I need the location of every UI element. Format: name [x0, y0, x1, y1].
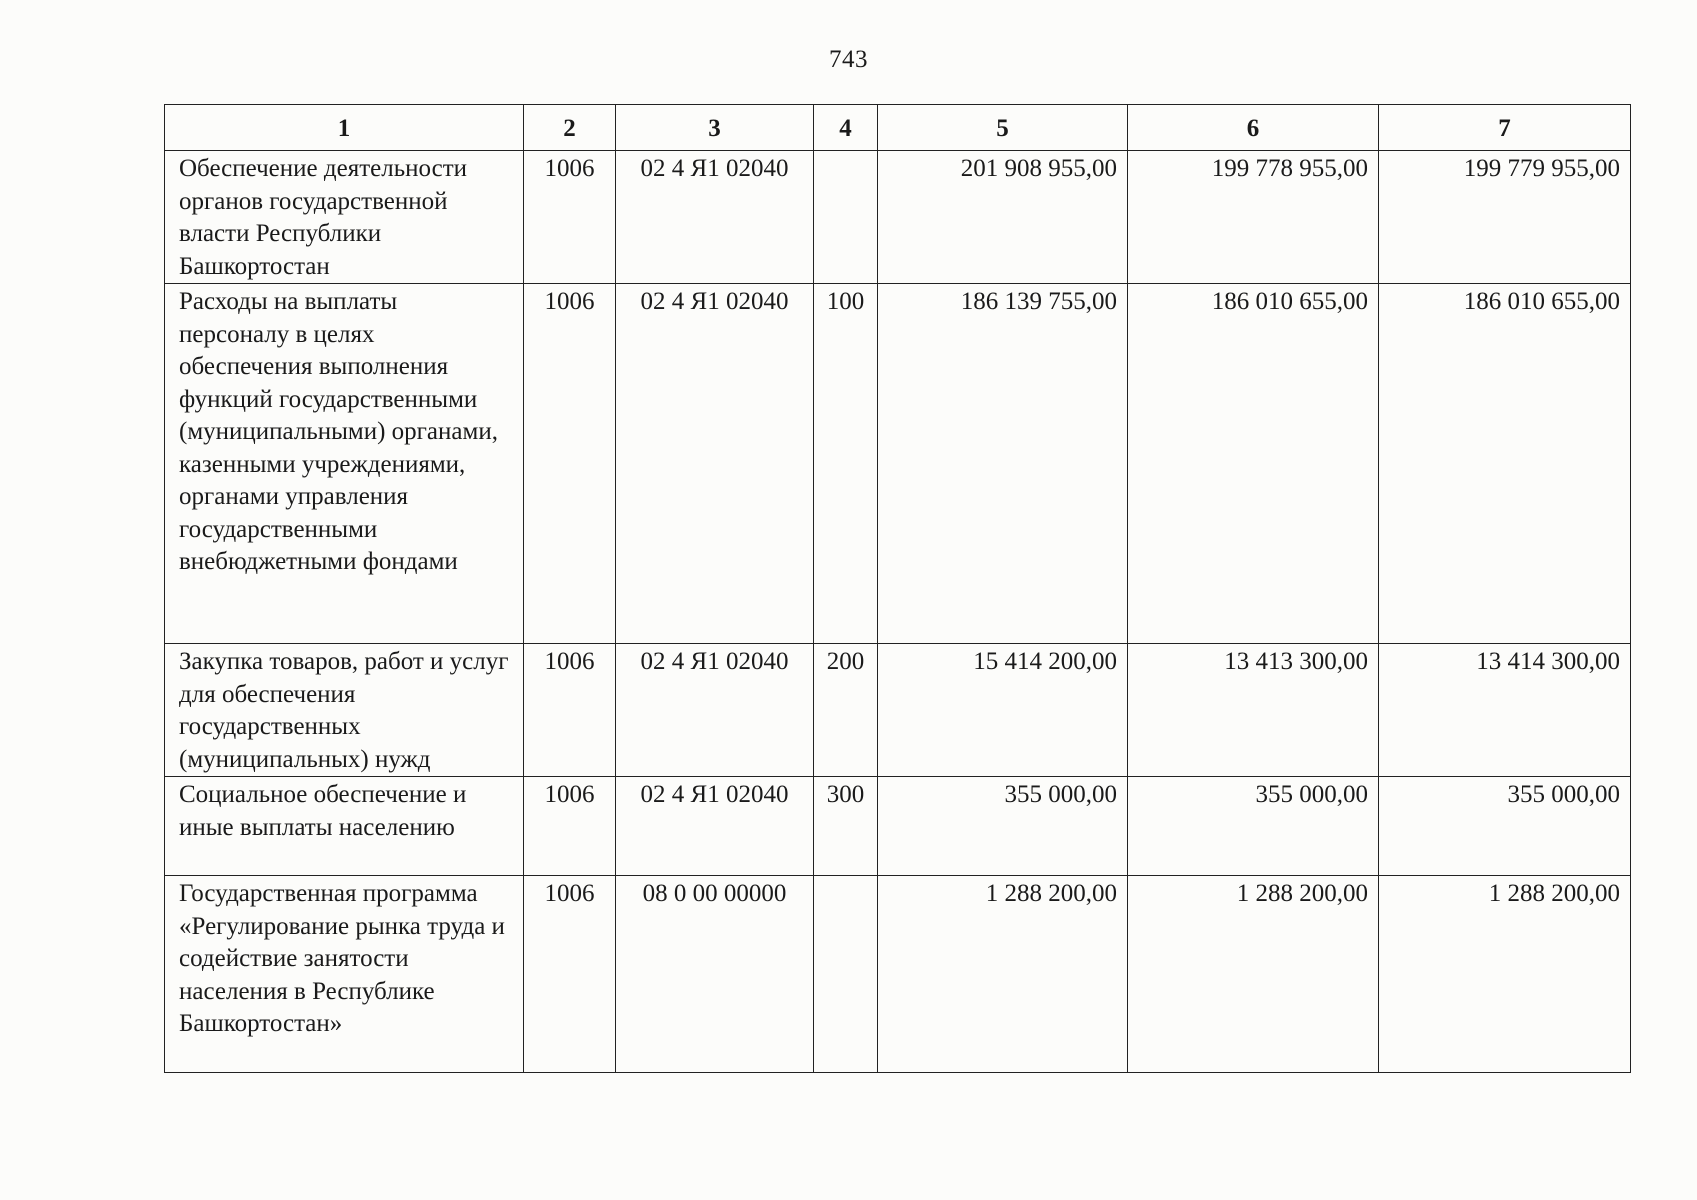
row-type: 100	[814, 284, 878, 644]
row-value-7: 199 779 955,00	[1379, 151, 1631, 284]
row-value-5: 201 908 955,00	[878, 151, 1128, 284]
row-value-7: 186 010 655,00	[1379, 284, 1631, 644]
row-value-6: 186 010 655,00	[1128, 284, 1379, 644]
header-col-6: 6	[1128, 105, 1379, 151]
row-code: 02 4 Я1 02040	[616, 644, 814, 777]
row-value-5: 355 000,00	[878, 777, 1128, 876]
row-type: 300	[814, 777, 878, 876]
header-col-7: 7	[1379, 105, 1631, 151]
header-col-1: 1	[165, 105, 524, 151]
header-col-3: 3	[616, 105, 814, 151]
row-section: 1006	[524, 284, 616, 644]
row-name: Государственная программа «Регулирование рынка труда и содействие занятости населения в Республике Башкортостан»	[165, 876, 524, 1073]
row-name: Расходы на выплаты персоналу в целях обеспечения выполнения функций государственными (муниципальными) органами, казенными учреждениями, органами управления государственными внебюджетными фондами	[165, 284, 524, 644]
table-row	[165, 151, 1631, 284]
row-section: 1006	[524, 876, 616, 1073]
row-value-6: 355 000,00	[1128, 777, 1379, 876]
row-type	[814, 151, 878, 284]
row-value-6: 13 413 300,00	[1128, 644, 1379, 777]
budget-table	[164, 104, 1631, 1073]
row-value-5: 1 288 200,00	[878, 876, 1128, 1073]
row-code: 08 0 00 00000	[616, 876, 814, 1073]
row-value-7: 1 288 200,00	[1379, 876, 1631, 1073]
row-type: 200	[814, 644, 878, 777]
header-row	[165, 105, 1631, 151]
table-row	[165, 284, 1631, 644]
table-row	[165, 777, 1631, 876]
row-value-5: 15 414 200,00	[878, 644, 1128, 777]
header-col-5: 5	[878, 105, 1128, 151]
page-number: 743	[829, 46, 868, 73]
table-row	[165, 644, 1631, 777]
row-value-6: 1 288 200,00	[1128, 876, 1379, 1073]
header-col-4: 4	[814, 105, 878, 151]
row-code: 02 4 Я1 02040	[616, 284, 814, 644]
row-value-5: 186 139 755,00	[878, 284, 1128, 644]
row-section: 1006	[524, 644, 616, 777]
row-name: Обеспечение деятельности органов государственной власти Республики Башкортостан	[165, 151, 524, 284]
row-code: 02 4 Я1 02040	[616, 151, 814, 284]
row-type	[814, 876, 878, 1073]
table-row	[165, 876, 1631, 1073]
row-code: 02 4 Я1 02040	[616, 777, 814, 876]
row-value-7: 355 000,00	[1379, 777, 1631, 876]
row-name: Социальное обеспечение и иные выплаты населению	[165, 777, 524, 876]
row-section: 1006	[524, 151, 616, 284]
row-section: 1006	[524, 777, 616, 876]
table-body	[165, 151, 1631, 1073]
table-header	[165, 105, 1631, 151]
row-name: Закупка товаров, работ и услуг для обеспечения государственных (муниципальных) нужд	[165, 644, 524, 777]
row-value-6: 199 778 955,00	[1128, 151, 1379, 284]
row-value-7: 13 414 300,00	[1379, 644, 1631, 777]
header-col-2: 2	[524, 105, 616, 151]
